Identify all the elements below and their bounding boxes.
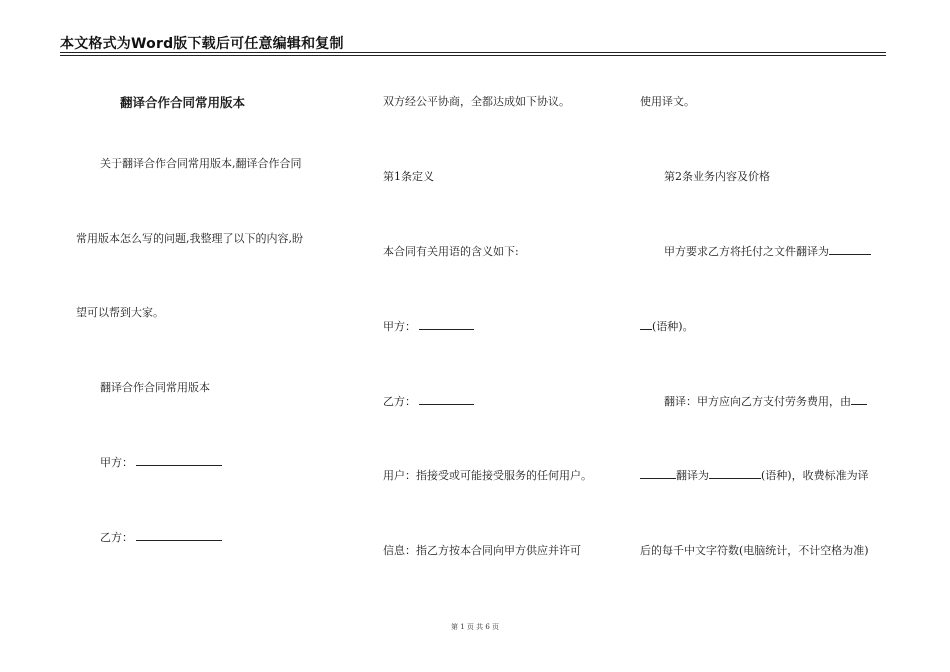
header-rule-bottom: [60, 55, 886, 56]
header-rule-top: [60, 52, 886, 53]
intro-line-3: 望可以帮到大家。: [76, 306, 164, 319]
def-party-b-line: [383, 393, 474, 409]
def-party-a-label: 甲方：: [383, 320, 416, 333]
fee-rule-text: (语种)，收费标准为译: [761, 469, 869, 482]
party-a-line: [100, 454, 222, 470]
def-party-b-label: 乙方：: [383, 395, 416, 408]
fee-text: 翻译：甲方应向乙方支付劳务费用，由: [664, 395, 851, 408]
user-definition: 用户：指接受或可能接受服务的任何用户。: [383, 469, 592, 482]
translate-to-line: [640, 467, 869, 483]
def-party-a-line: [383, 318, 474, 334]
translation-use-line: 使用译文。: [640, 95, 695, 108]
translate-to-text: 翻译为: [676, 469, 709, 482]
article-1-heading: 第1条定义: [383, 170, 434, 183]
source-language-blank-tail: [640, 469, 676, 479]
language-line: [640, 318, 694, 334]
party-b-label: 乙方：: [100, 531, 133, 544]
def-party-b-blank: [419, 395, 474, 405]
target-language-blank-2: [709, 469, 761, 479]
agreement-line: 双方经公平协商，全都达成如下协议。: [383, 95, 570, 108]
document-title: 翻译合作合同常用版本: [120, 95, 246, 110]
page-number: 第 1 页 共 6 页: [450, 623, 500, 631]
source-language-blank: [851, 395, 867, 405]
definitions-intro: 本合同有关用语的含义如下:: [383, 245, 519, 258]
language-blank-tail: [640, 320, 652, 330]
document-banner: 本文格式为Word版下载后可任意编辑和复制: [60, 36, 344, 52]
target-language-blank: [829, 245, 871, 255]
intro-line-1: 关于翻译合作合同常用版本,翻译合作合同: [100, 157, 302, 170]
fee-line: [664, 393, 867, 409]
section-subtitle: 翻译合作合同常用版本: [100, 381, 210, 394]
article-2-heading: 第2条业务内容及价格: [664, 170, 770, 183]
language-suffix: (语种)。: [652, 320, 694, 333]
character-count-line: 后的每千中文字符数(电脑统计，不计空格为准): [640, 544, 869, 557]
info-definition: 信息：指乙方按本合同向甲方供应并许可: [383, 544, 581, 557]
intro-line-2: 常用版本怎么写的问题,我整理了以下的内容,盼: [76, 232, 303, 245]
request-line: [664, 243, 871, 259]
party-a-label: 甲方：: [100, 456, 133, 469]
party-b-line: [100, 529, 222, 545]
def-party-a-blank: [419, 320, 474, 330]
party-a-blank: [136, 456, 222, 466]
party-b-blank: [136, 531, 222, 541]
request-text: 甲方要求乙方将托付之文件翻译为: [664, 245, 829, 258]
